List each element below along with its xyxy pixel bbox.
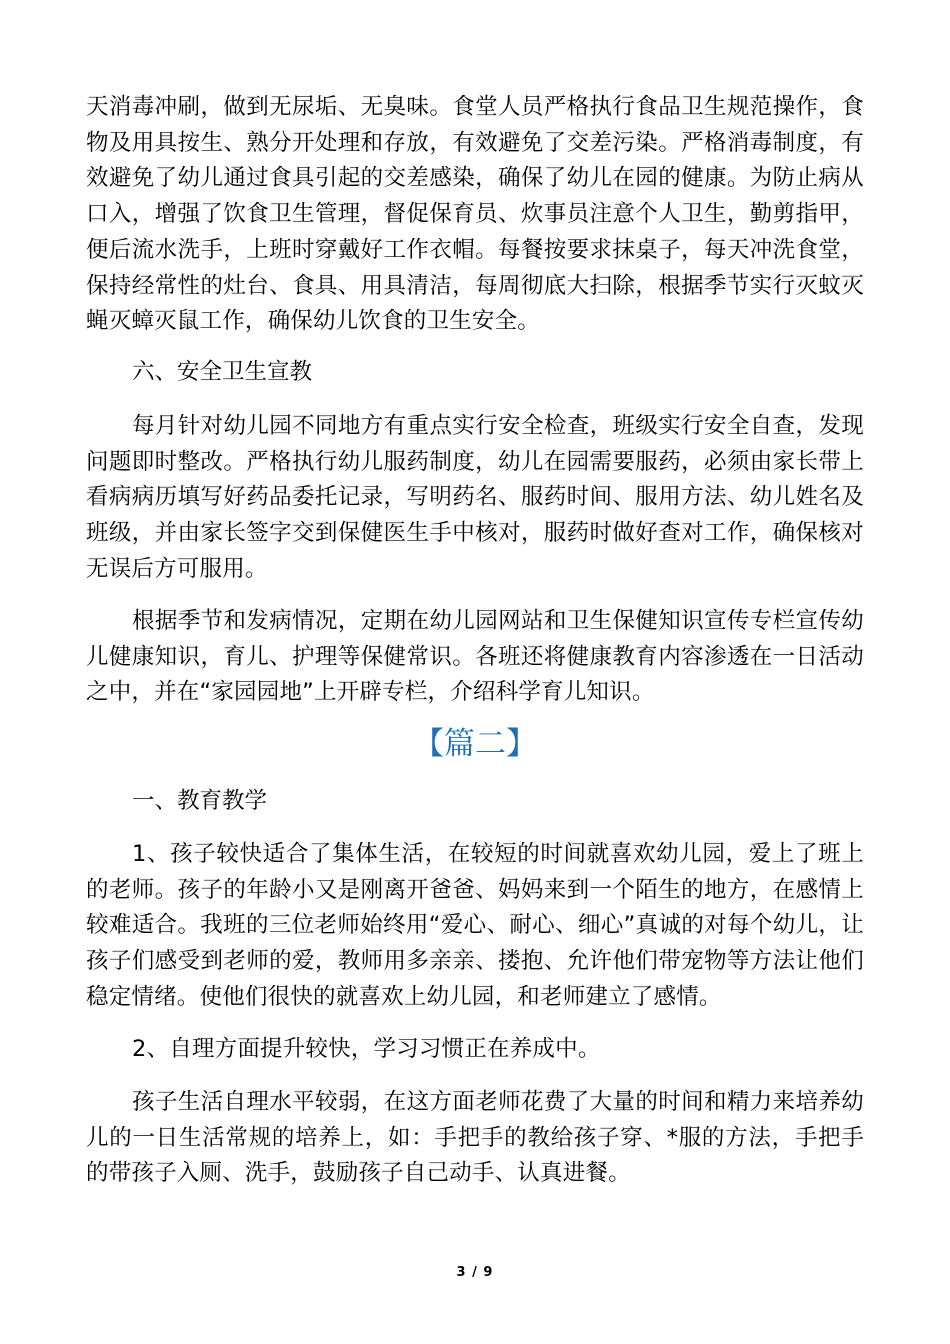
page-number: 3 / 9 bbox=[456, 1265, 494, 1280]
paragraph-safety-inspection: 每月针对幼儿园不同地方有重点实行安全检查，班级实行安全自查，发现问题即时整改。严格执行幼儿服药制度，幼儿在园需要服药，必须由家长带上看病病历填写好药品委托记录，写明药名、服药时间、服用方法、幼儿姓名及班级，并由家长签字交到保健医生手中核对，服药时做好查对工作，确保核对无误后方可服用。 bbox=[86, 413, 864, 582]
section-title: 【篇二】 bbox=[413, 726, 537, 762]
heading-section-six: 六、安全卫生宣教 bbox=[132, 359, 313, 385]
paragraph-item-two: 2、自理方面提升较快，学习习惯正在养成中。 bbox=[132, 1036, 601, 1062]
heading-education-teaching: 一、教育教学 bbox=[132, 788, 268, 814]
paragraph-health-education: 根据季节和发病情况，定期在幼儿园网站和卫生保健知识宣传专栏宣传幼儿健康知识，育儿、护理等保健常识。各班还将健康教育内容渗透在一日活动之中，并在“家园园地”上开辟专栏，介绍科学育儿知识。 bbox=[86, 608, 864, 706]
paragraph-continued: 天消毒冲刷，做到无尿垢、无臭味。食堂人员严格执行食品卫生规范操作，食物及用具按生、熟分开处理和存放，有效避免了交差污染。严格消毒制度，有效避免了幼儿通过食具引起的交差感染，确保了幼儿在园的健康。为防止病从口入，增强了饮食卫生管理，督促保育员、炊事员注意个人卫生，勤剪指甲，便后流水洗手，上班时穿戴好工作衣帽。每餐按要求抹桌子，每天冲洗食堂，保持经常性的灶台、食具、用具清洁，每周彻底大扫除，根据季节实行灭蚊灭蝇灭蟑灭鼠工作，确保幼儿饮食的卫生安全。 bbox=[86, 94, 864, 335]
paragraph-self-care: 孩子生活自理水平较弱，在这方面老师花费了大量的时间和精力来培养幼儿的一日生活常规的培养上，如：手把手的教给孩子穿、*服的方法，手把手的带孩子入厕、洗手，鼓励孩子自己动手、认真进餐。 bbox=[86, 1089, 864, 1187]
paragraph-item-one: 1、孩子较快适合了集体生活，在较短的时间就喜欢幼儿园，爱上了班上的老师。孩子的年龄小又是刚离开爸爸、妈妈来到一个陌生的地方，在感情上较难适合。我班的三位老师始终用“爱心、耐心、细心”真诚的对每个幼儿，让孩子们感受到老师的爱，教师用多亲亲、搂抱、允许他们带宠物等方法让他们稳定情绪。使他们很快的就喜欢上幼儿园，和老师建立了感情。 bbox=[86, 841, 864, 1010]
